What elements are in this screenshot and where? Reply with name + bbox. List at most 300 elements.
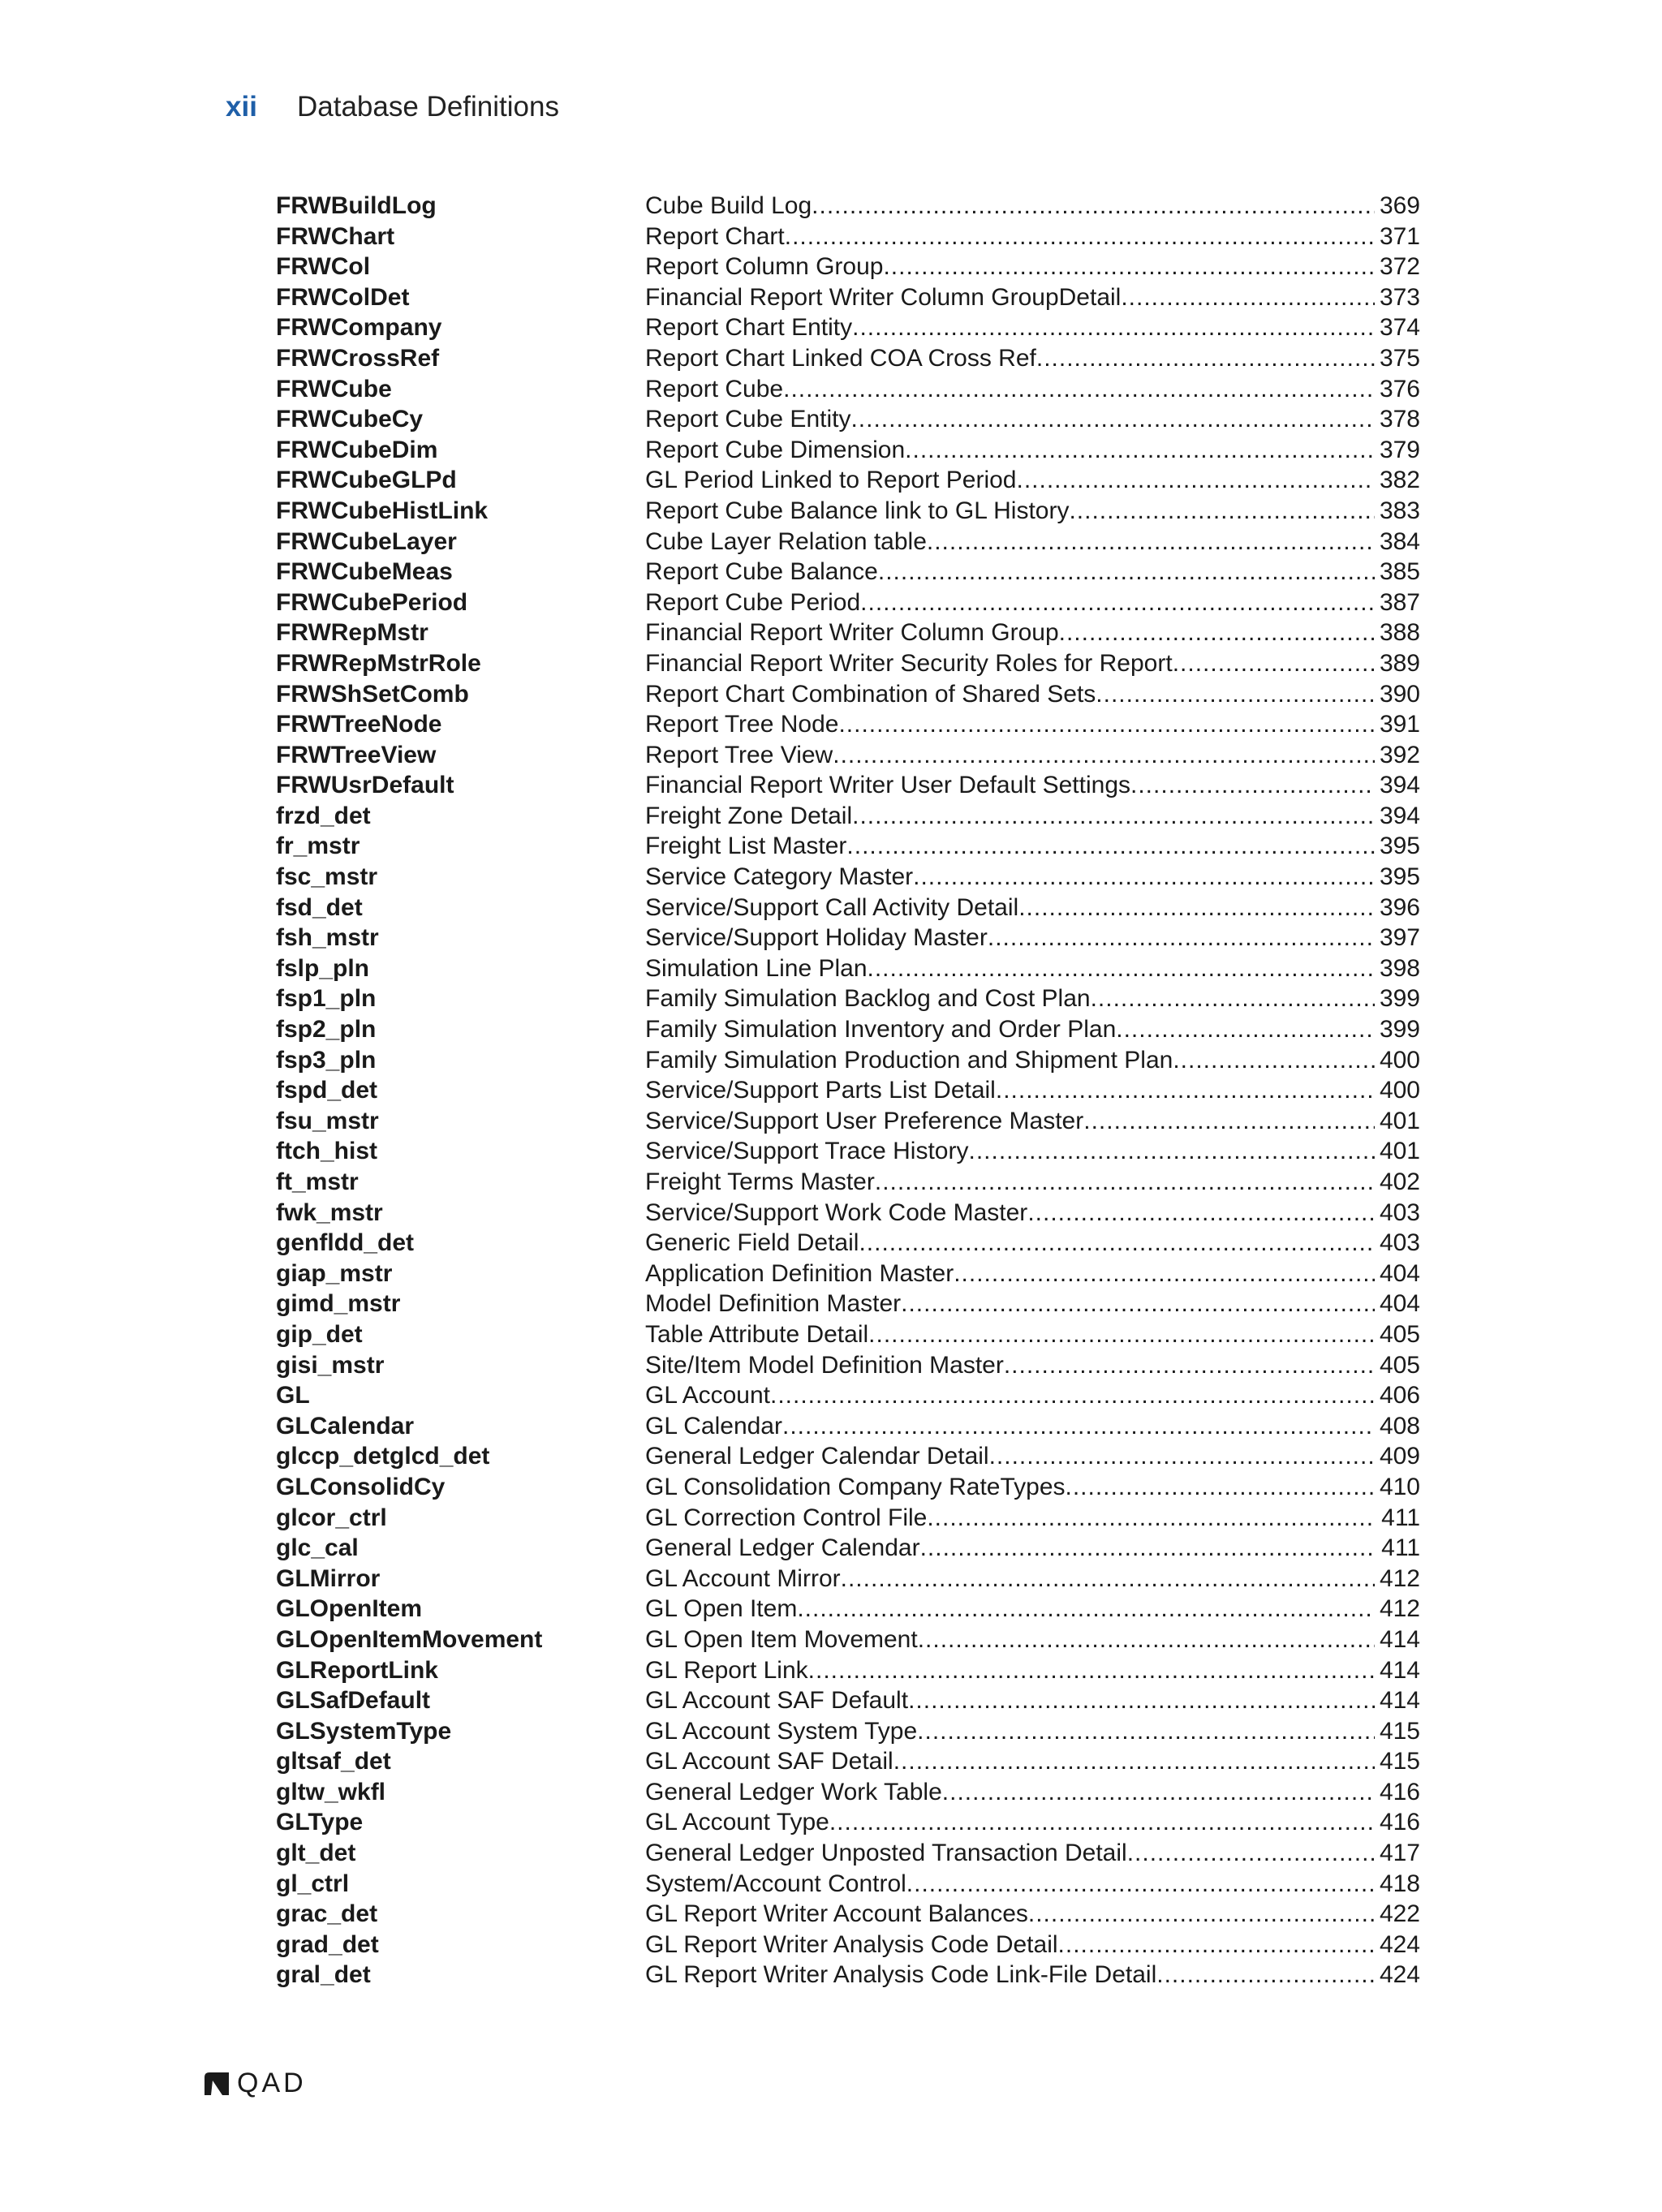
- table-name: grac_det: [276, 1900, 378, 1928]
- entry-description-wrap: [645, 1350, 1375, 1381]
- table-name: FRWRepMstrRole: [276, 649, 481, 677]
- page-reference: 399: [1379, 985, 1420, 1013]
- page-reference: 372: [1379, 253, 1420, 281]
- toc-entry[interactable]: [276, 282, 1420, 313]
- toc-entry[interactable]: [276, 1685, 1420, 1716]
- entry-description-wrap: [645, 831, 1375, 862]
- table-description: Simulation Line Plan: [645, 954, 868, 982]
- table-description: Service/Support Holiday Master: [645, 924, 988, 952]
- dot-leader: [1130, 770, 1375, 801]
- table-name: fspd_det: [276, 1077, 378, 1104]
- page-reference: 392: [1379, 741, 1420, 768]
- table-description: Report Chart Linked COA Cross Ref: [645, 344, 1036, 372]
- dot-leader: [1173, 1045, 1375, 1076]
- page-reference: 414: [1379, 1687, 1420, 1715]
- table-name: GLOpenItemMovement: [276, 1625, 543, 1653]
- entry-description-wrap: [645, 862, 1375, 893]
- table-description: Freight Terms Master: [645, 1168, 875, 1195]
- table-description: GL Report Writer Account Balances: [645, 1900, 1028, 1928]
- table-name: FRWCubeHistLink: [276, 497, 489, 524]
- entry-description-wrap: [645, 496, 1375, 527]
- dot-leader: [1027, 1198, 1375, 1229]
- entry-description-wrap: [645, 557, 1375, 587]
- table-name: GLReportLink: [276, 1656, 438, 1684]
- table-name: fsp3_pln: [276, 1046, 377, 1074]
- toc-entry[interactable]: [276, 465, 1420, 496]
- toc-entry[interactable]: [276, 1960, 1420, 1990]
- table-name: FRWCubeCy: [276, 406, 424, 433]
- entry-description-wrap: [645, 648, 1375, 679]
- table-name: GLOpenItem: [276, 1595, 423, 1623]
- entry-description-wrap: [645, 1228, 1375, 1259]
- table-description: Financial Report Writer Column Group: [645, 619, 1059, 647]
- entry-description-wrap: [645, 1319, 1375, 1350]
- entry-description-wrap: [645, 1136, 1375, 1167]
- dot-leader: [875, 1167, 1375, 1198]
- toc-entry[interactable]: [276, 1472, 1420, 1503]
- page-reference: 402: [1379, 1168, 1420, 1195]
- dot-leader: [893, 1746, 1375, 1777]
- page-reference: 410: [1379, 1473, 1420, 1500]
- entry-description-wrap: [645, 191, 1375, 222]
- page-reference: 383: [1379, 497, 1420, 524]
- toc-entry[interactable]: [276, 923, 1420, 953]
- table-name: ft_mstr: [276, 1168, 359, 1195]
- toc-entry[interactable]: [276, 557, 1420, 587]
- dot-leader: [868, 1319, 1375, 1350]
- table-name: FRWRepMstr: [276, 619, 428, 647]
- page-reference: 418: [1379, 1870, 1420, 1897]
- table-description: Cube Build Log: [645, 192, 812, 219]
- page-reference: 400: [1379, 1046, 1420, 1074]
- entry-description-wrap: [645, 1746, 1375, 1777]
- toc-entry[interactable]: [276, 1350, 1420, 1381]
- toc-entry[interactable]: [276, 893, 1420, 923]
- table-description: System/Account Control: [645, 1870, 906, 1897]
- page-reference: 403: [1379, 1229, 1420, 1257]
- page-reference: 373: [1379, 283, 1420, 311]
- toc-entry[interactable]: [276, 1503, 1420, 1534]
- table-description: Report Chart: [645, 222, 785, 250]
- toc-entry[interactable]: [276, 1655, 1420, 1686]
- table-name: FRWCube: [276, 375, 392, 402]
- page-reference: 395: [1379, 863, 1420, 891]
- table-description: Service/Support Trace History: [645, 1138, 969, 1165]
- table-name: gltw_wkfl: [276, 1778, 386, 1805]
- table-description: Report Cube Entity: [645, 406, 851, 433]
- dot-leader: [1028, 1899, 1375, 1930]
- toc-entry[interactable]: [276, 1319, 1420, 1350]
- entry-description-wrap: [645, 465, 1375, 496]
- entry-description-wrap: [645, 1075, 1375, 1106]
- document-title: Database Definitions: [297, 91, 559, 123]
- toc-entry[interactable]: [276, 222, 1420, 252]
- dot-leader: [1069, 496, 1375, 527]
- toc-entry[interactable]: [276, 1899, 1420, 1930]
- toc-entry[interactable]: [276, 618, 1420, 648]
- table-description: Report Tree Node: [645, 711, 839, 738]
- table-description: GL Account SAF Detail: [645, 1748, 893, 1775]
- page-reference: 396: [1379, 893, 1420, 921]
- page-reference: 389: [1379, 649, 1420, 677]
- entry-description-wrap: [645, 953, 1375, 984]
- page-reference: 409: [1379, 1443, 1420, 1470]
- page-reference: 416: [1379, 1778, 1420, 1805]
- table-description: GL Account: [645, 1382, 770, 1409]
- table-description: Report Cube Dimension: [645, 436, 906, 463]
- toc-entry[interactable]: [276, 1045, 1420, 1076]
- toc-entry[interactable]: [276, 983, 1420, 1014]
- dot-leader: [833, 740, 1375, 771]
- table-description: GL Report Writer Analysis Code Link-File Detail: [645, 1961, 1157, 1989]
- table-name: fsd_det: [276, 893, 363, 921]
- page-reference: 416: [1379, 1809, 1420, 1836]
- table-name: FRWTreeView: [276, 741, 437, 768]
- table-name: gisi_mstr: [276, 1351, 385, 1379]
- toc-entry[interactable]: [276, 191, 1420, 222]
- table-description: General Ledger Work Table: [645, 1778, 942, 1805]
- entry-description-wrap: [645, 1533, 1375, 1564]
- table-description: Service/Support User Preference Master: [645, 1107, 1084, 1134]
- table-description: Family Simulation Production and Shipment Plan: [645, 1046, 1173, 1074]
- table-description: Service/Support Call Activity Detail: [645, 893, 1019, 921]
- table-name: GL: [276, 1382, 310, 1409]
- table-description: General Ledger Unposted Transaction Detail: [645, 1840, 1127, 1867]
- toc-entry[interactable]: [276, 496, 1420, 527]
- toc-entry[interactable]: [276, 587, 1420, 618]
- table-description: Report Tree View: [645, 741, 833, 768]
- table-description: Family Simulation Backlog and Cost Plan: [645, 985, 1091, 1013]
- table-name: GLCalendar: [276, 1412, 415, 1440]
- toc-entry[interactable]: [276, 1777, 1420, 1808]
- entry-description-wrap: [645, 679, 1375, 710]
- table-name: gral_det: [276, 1961, 371, 1989]
- page-reference: 424: [1379, 1930, 1420, 1958]
- qad-logo-icon: [203, 2071, 230, 2097]
- dot-leader: [1083, 1106, 1375, 1137]
- table-description: Report Cube Period: [645, 588, 861, 616]
- toc-entry[interactable]: [276, 1136, 1420, 1167]
- page-reference: 391: [1379, 711, 1420, 738]
- dot-leader: [812, 191, 1375, 222]
- page-reference: 415: [1379, 1748, 1420, 1775]
- table-description: GL Consolidation Company RateTypes: [645, 1473, 1066, 1500]
- entry-description-wrap: [645, 1289, 1375, 1319]
- entry-description-wrap: [645, 1564, 1375, 1594]
- dot-leader: [905, 435, 1375, 466]
- toc-entry[interactable]: [276, 1259, 1420, 1289]
- table-name: FRWTreeNode: [276, 711, 442, 738]
- dot-leader: [785, 222, 1375, 252]
- toc-entry[interactable]: [276, 740, 1420, 771]
- table-name: GLSafDefault: [276, 1687, 431, 1715]
- entry-description-wrap: [645, 1869, 1375, 1900]
- page-reference: 408: [1379, 1412, 1420, 1440]
- table-description: GL Correction Control File: [645, 1504, 928, 1531]
- entry-description-wrap: [645, 312, 1375, 343]
- page-reference: 403: [1379, 1199, 1420, 1226]
- entry-description-wrap: [645, 1960, 1375, 1990]
- dot-leader: [838, 709, 1375, 740]
- dot-leader: [1058, 1930, 1375, 1960]
- toc-entry[interactable]: [276, 1807, 1420, 1838]
- toc-entry[interactable]: [276, 831, 1420, 862]
- toc-entry[interactable]: [276, 679, 1420, 710]
- dot-leader: [829, 1807, 1375, 1838]
- table-name: FRWColDet: [276, 283, 410, 311]
- entry-description-wrap: [645, 1380, 1375, 1411]
- toc-entry[interactable]: [276, 1930, 1420, 1960]
- table-name: fsp1_pln: [276, 985, 377, 1013]
- page-reference: 417: [1379, 1840, 1420, 1867]
- page-reference: 388: [1379, 619, 1420, 647]
- table-description: Service Category Master: [645, 863, 914, 891]
- table-description: Report Cube Balance: [645, 558, 878, 586]
- toc-entry[interactable]: [276, 1228, 1420, 1259]
- table-description: Financial Report Writer User Default Settings: [645, 772, 1131, 799]
- dot-leader: [850, 404, 1375, 435]
- table-name: FRWCubeMeas: [276, 558, 453, 586]
- toc-entry[interactable]: [276, 1014, 1420, 1045]
- table-description: Freight List Master: [645, 833, 847, 860]
- entry-description-wrap: [645, 1685, 1375, 1716]
- entry-description-wrap: [645, 435, 1375, 466]
- table-name: FRWCubeGLPd: [276, 467, 457, 494]
- toc-entry[interactable]: [276, 1441, 1420, 1472]
- page-reference: 399: [1379, 1016, 1420, 1044]
- page-reference: 371: [1379, 222, 1420, 250]
- toc-entry[interactable]: [276, 1716, 1420, 1747]
- page-reference: 412: [1379, 1564, 1420, 1592]
- page-reference: 414: [1379, 1656, 1420, 1684]
- page-reference: 411: [1381, 1504, 1420, 1531]
- table-name: glcor_ctrl: [276, 1504, 387, 1531]
- toc-entry[interactable]: [276, 1075, 1420, 1106]
- page-reference: 406: [1379, 1382, 1420, 1409]
- entry-description-wrap: [645, 1777, 1375, 1808]
- page-reference: 390: [1379, 680, 1420, 708]
- table-name: fsp2_pln: [276, 1016, 377, 1044]
- page-reference: 414: [1379, 1625, 1420, 1653]
- table-name: frzd_det: [276, 802, 371, 829]
- entry-description-wrap: [645, 1503, 1375, 1534]
- entry-description-wrap: [645, 801, 1375, 832]
- toc-entry[interactable]: [276, 312, 1420, 343]
- toc-entry[interactable]: [276, 527, 1420, 557]
- entry-description-wrap: [645, 374, 1375, 405]
- entry-description-wrap: [645, 1625, 1375, 1655]
- page-reference: 400: [1379, 1077, 1420, 1104]
- entry-description-wrap: [645, 1807, 1375, 1838]
- page-reference: 395: [1379, 833, 1420, 860]
- dot-leader: [797, 1594, 1375, 1625]
- page-reference: 405: [1379, 1351, 1420, 1379]
- dot-leader: [1121, 282, 1375, 313]
- toc-entry[interactable]: [276, 1594, 1420, 1625]
- page-reference: 382: [1379, 467, 1420, 494]
- dot-leader: [859, 1228, 1375, 1259]
- toc-entry[interactable]: [276, 1380, 1420, 1411]
- table-description: GL Account SAF Default: [645, 1687, 909, 1715]
- table-name: FRWCrossRef: [276, 344, 440, 372]
- dot-leader: [868, 953, 1375, 984]
- dot-leader: [1127, 1838, 1375, 1869]
- table-name: GLMirror: [276, 1564, 381, 1592]
- toc-entry[interactable]: [276, 801, 1420, 832]
- table-name: gltsaf_det: [276, 1748, 391, 1775]
- dot-leader: [908, 1685, 1375, 1716]
- dot-leader: [1004, 1350, 1375, 1381]
- page-reference: 424: [1379, 1961, 1420, 1989]
- toc-entry[interactable]: [276, 1564, 1420, 1594]
- toc-entry[interactable]: [276, 1411, 1420, 1442]
- dot-leader: [808, 1655, 1375, 1686]
- dot-leader: [954, 1259, 1375, 1289]
- dot-leader: [942, 1777, 1375, 1808]
- page-reference: 379: [1379, 436, 1420, 463]
- page-reference: 385: [1379, 558, 1420, 586]
- dot-leader: [1156, 1960, 1375, 1990]
- toc-entry[interactable]: [276, 1106, 1420, 1137]
- table-name: glt_det: [276, 1840, 356, 1867]
- table-description: Report Column Group: [645, 253, 884, 281]
- entry-description-wrap: [645, 923, 1375, 953]
- table-name: GLConsolidCy: [276, 1473, 446, 1500]
- entry-description-wrap: [645, 527, 1375, 557]
- table-description: Report Cube Balance link to GL History: [645, 497, 1070, 524]
- toc-entry[interactable]: [276, 404, 1420, 435]
- toc-entry[interactable]: [276, 1533, 1420, 1564]
- toc-entry[interactable]: [276, 1289, 1420, 1319]
- table-description: GL Open Item Movement: [645, 1625, 918, 1653]
- entry-description-wrap: [645, 1655, 1375, 1686]
- dot-leader: [1066, 1472, 1376, 1503]
- page-reference: 401: [1379, 1138, 1420, 1165]
- table-description: GL Report Writer Analysis Code Detail: [645, 1930, 1058, 1958]
- table-description: GL Calendar: [645, 1412, 782, 1440]
- entry-description-wrap: [645, 1716, 1375, 1747]
- table-description: Service/Support Parts List Detail: [645, 1077, 996, 1104]
- entry-description-wrap: [645, 770, 1375, 801]
- toc-entry[interactable]: [276, 953, 1420, 984]
- table-description: Application Definition Master: [645, 1259, 954, 1287]
- table-name: genfldd_det: [276, 1229, 414, 1257]
- dot-leader: [988, 923, 1375, 953]
- toc-entry[interactable]: [276, 1167, 1420, 1198]
- entry-description-wrap: [645, 222, 1375, 252]
- dot-leader: [920, 1533, 1375, 1564]
- table-description: Site/Item Model Definition Master: [645, 1351, 1004, 1379]
- dot-leader: [906, 1869, 1375, 1900]
- dot-leader: [860, 587, 1375, 618]
- dot-leader: [1017, 465, 1376, 496]
- dot-leader: [1096, 679, 1375, 710]
- table-name: FRWUsrDefault: [276, 772, 454, 799]
- table-name: gimd_mstr: [276, 1290, 401, 1318]
- dot-leader: [913, 862, 1375, 893]
- toc-entry[interactable]: [276, 1625, 1420, 1655]
- qad-logo: [203, 2068, 307, 2099]
- entry-description-wrap: [645, 1441, 1375, 1472]
- entry-description-wrap: [645, 1899, 1375, 1930]
- table-name: giap_mstr: [276, 1259, 393, 1287]
- page-reference: 376: [1379, 375, 1420, 402]
- entry-description-wrap: [645, 709, 1375, 740]
- page-header: [226, 91, 559, 131]
- table-name: gl_ctrl: [276, 1870, 350, 1897]
- dot-leader: [968, 1136, 1375, 1167]
- table-description: Report Cube: [645, 375, 784, 402]
- entry-description-wrap: [645, 404, 1375, 435]
- toc-entry[interactable]: [276, 1746, 1420, 1777]
- page-reference: 412: [1379, 1595, 1420, 1623]
- table-description: GL Period Linked to Report Period: [645, 467, 1017, 494]
- dot-leader: [782, 1411, 1375, 1442]
- table-name: fr_mstr: [276, 833, 360, 860]
- entry-description-wrap: [645, 1594, 1375, 1625]
- table-description: Model Definition Master: [645, 1290, 902, 1318]
- page-reference: 411: [1381, 1534, 1420, 1562]
- toc-entry[interactable]: [276, 343, 1420, 374]
- page-number: xii: [226, 91, 257, 123]
- toc-entry[interactable]: [276, 252, 1420, 282]
- dot-leader: [901, 1289, 1375, 1319]
- toc-entry[interactable]: [276, 1198, 1420, 1229]
- dot-leader: [996, 1075, 1375, 1106]
- entry-description-wrap: [645, 1014, 1375, 1045]
- dot-leader: [1018, 893, 1375, 923]
- dot-leader: [917, 1716, 1375, 1747]
- toc-entry[interactable]: [276, 435, 1420, 466]
- table-name: GLSystemType: [276, 1717, 452, 1745]
- table-name: FRWCubeDim: [276, 436, 438, 463]
- dot-leader: [927, 1503, 1375, 1534]
- dot-leader: [1116, 1014, 1375, 1045]
- dot-leader: [852, 312, 1375, 343]
- entry-description-wrap: [645, 343, 1375, 374]
- table-description: GL Account System Type: [645, 1717, 918, 1745]
- entry-description-wrap: [645, 1411, 1375, 1442]
- table-description: Table Attribute Detail: [645, 1320, 869, 1348]
- dot-leader: [783, 374, 1375, 405]
- entry-description-wrap: [645, 1259, 1375, 1289]
- table-name: FRWCubeLayer: [276, 527, 457, 555]
- table-description: GL Report Link: [645, 1656, 808, 1684]
- page-reference: 397: [1379, 924, 1420, 952]
- entry-description-wrap: [645, 1198, 1375, 1229]
- page-reference: 374: [1379, 314, 1420, 342]
- table-description: Family Simulation Inventory and Order Plan: [645, 1016, 1117, 1044]
- entry-description-wrap: [645, 618, 1375, 648]
- toc-entry[interactable]: [276, 862, 1420, 893]
- table-name: fsu_mstr: [276, 1107, 379, 1134]
- table-description: Service/Support Work Code Master: [645, 1199, 1028, 1226]
- entry-description-wrap: [645, 893, 1375, 923]
- dot-leader: [770, 1380, 1375, 1411]
- toc-entry[interactable]: [276, 374, 1420, 405]
- toc-entry[interactable]: [276, 1838, 1420, 1869]
- toc-entry[interactable]: [276, 648, 1420, 679]
- toc-entry[interactable]: [276, 1869, 1420, 1900]
- dot-leader: [841, 1564, 1375, 1594]
- table-description: Financial Report Writer Column GroupDetail: [645, 283, 1122, 311]
- table-description: Report Chart Combination of Shared Sets: [645, 680, 1096, 708]
- toc-entry[interactable]: [276, 770, 1420, 801]
- page-reference: 394: [1379, 772, 1420, 799]
- toc-entry[interactable]: [276, 709, 1420, 740]
- table-name: gip_det: [276, 1320, 363, 1348]
- qad-logo-text: QAD: [237, 2068, 307, 2098]
